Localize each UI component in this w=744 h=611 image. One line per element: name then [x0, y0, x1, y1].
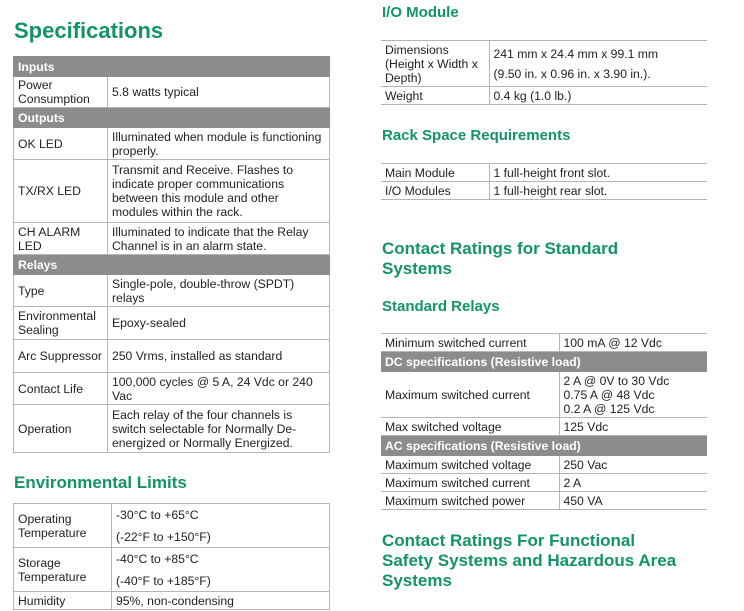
type-label: Type: [14, 275, 108, 307]
storage-temp-celsius: -40°C to +85°C: [116, 551, 199, 566]
dc-max-current-line: 2 A @ 0V to 30 Vdc: [563, 373, 670, 388]
txrx-led-label: TX/RX LED: [14, 160, 108, 223]
main-module-value: 1 full-height front slot.: [489, 164, 707, 182]
ok-led-label: OK LED: [14, 128, 108, 160]
table-row: [381, 334, 707, 352]
ac-max-current-value: 2 A: [559, 474, 707, 492]
ch-alarm-led-value: Illuminated to indicate that the Relay Channel is in an alarm state.: [108, 223, 330, 255]
rack-space-title: Rack Space Requirements: [382, 127, 571, 144]
min-switched-current-value: 100 mA @ 12 Vdc: [559, 334, 707, 352]
section-header-row: [381, 436, 707, 456]
ac-specifications-header: AC specifications (Resistive load): [381, 436, 707, 456]
operating-temp-value: [112, 504, 330, 548]
main-module-label: Main Module: [381, 164, 489, 182]
txrx-led-value: Transmit and Receive. Flashes to indicate proper communications between this module and other modules within the rack.: [108, 160, 330, 223]
storage-temp-label: Storage Temperature: [14, 548, 112, 592]
operating-temp-label: Operating Temperature: [14, 504, 112, 548]
table-row: [14, 548, 330, 592]
dimensions-value: [489, 41, 707, 87]
dc-max-current-line: 0.75 A @ 48 Vdc: [563, 387, 655, 402]
contact-ratings-standard-title: Contact Ratings for Standard Systems: [382, 239, 619, 278]
table-row: [381, 41, 707, 87]
ac-max-power-value: 450 VA: [559, 492, 707, 510]
ac-max-voltage-value: 250 Vac: [559, 456, 707, 474]
dc-max-voltage-value: 125 Vdc: [559, 418, 707, 436]
table-row: [381, 492, 707, 510]
type-value: Single-pole, double-throw (SPDT) relays: [108, 275, 330, 307]
table-row: [14, 77, 330, 108]
ch-alarm-led-label: CH ALARM LED: [14, 223, 108, 255]
outputs-header: Outputs: [14, 108, 330, 128]
table-row: [381, 182, 707, 200]
weight-label: Weight: [381, 87, 489, 105]
env-sealing-label: Environmental Sealing: [14, 307, 108, 340]
section-header-row: [14, 108, 330, 128]
dc-max-voltage-label: Max switched voltage: [381, 418, 559, 436]
dimensions-label: Dimensions (Height x Width x Depth): [381, 41, 489, 87]
humidity-value: 95%, non-condensing: [112, 592, 330, 610]
section-header-row: [14, 57, 330, 77]
operating-temp-fahrenheit: (-22°F to +150°F): [116, 529, 211, 544]
operation-value: Each relay of the four channels is switch selectable for Normally De-energized or Normally Energized.: [108, 405, 330, 453]
operation-label: Operation: [14, 405, 108, 453]
environmental-limits-table: [13, 503, 330, 610]
table-row: [381, 418, 707, 436]
arc-suppressor-label: Arc Suppressor: [14, 340, 108, 373]
table-row: [381, 87, 707, 105]
table-row: [14, 275, 330, 307]
weight-value: 0.4 kg (1.0 lb.): [489, 87, 707, 105]
power-label: Power Consumption: [14, 77, 108, 108]
environmental-limits-title: Environmental Limits: [14, 473, 187, 492]
dc-max-current-label: Maximum switched current: [381, 372, 559, 418]
table-row: [14, 592, 330, 610]
ok-led-value: Illuminated when module is functioning properly.: [108, 128, 330, 160]
table-row: [381, 474, 707, 492]
table-row: [14, 160, 330, 223]
storage-temp-fahrenheit: (-40°F to +185°F): [116, 573, 211, 588]
dc-max-current-line: 0.2 A @ 125 Vdc: [563, 401, 655, 416]
contact-life-value: 100,000 cycles @ 5 A, 24 Vdc or 240 Vac: [108, 373, 330, 405]
ac-max-power-label: Maximum switched power: [381, 492, 559, 510]
env-sealing-value: Epoxy-sealed: [108, 307, 330, 340]
table-row: [381, 164, 707, 182]
page-title: Specifications: [14, 18, 164, 43]
contact-life-label: Contact Life: [14, 373, 108, 405]
arc-suppressor-value: 250 Vrms, installed as standard: [108, 340, 330, 373]
min-switched-current-label: Minimum switched current: [381, 334, 559, 352]
standard-relays-title: Standard Relays: [382, 298, 500, 315]
table-row: [14, 405, 330, 453]
humidity-label: Humidity: [14, 592, 112, 610]
relays-header: Relays: [14, 255, 330, 275]
dimensions-mm: 241 mm x 24.4 mm x 99.1 mm: [493, 46, 659, 61]
table-row: [381, 372, 707, 418]
section-header-row: [381, 352, 707, 372]
io-module-title: I/O Module: [382, 4, 459, 21]
dimensions-inches: (9.50 in. x 0.96 in. x 3.90 in.).: [493, 66, 651, 81]
io-modules-label: I/O Modules: [381, 182, 489, 200]
ac-max-current-label: Maximum switched current: [381, 474, 559, 492]
operating-temp-celsius: -30°C to +65°C: [116, 507, 199, 522]
power-value: 5.8 watts typical: [108, 77, 330, 108]
table-row: [14, 307, 330, 340]
table-row: [14, 340, 330, 373]
table-row: [14, 504, 330, 548]
io-modules-value: 1 full-height rear slot.: [489, 182, 707, 200]
storage-temp-value: [112, 548, 330, 592]
io-module-table: [381, 40, 707, 105]
contact-ratings-functional-title: Contact Ratings For Functional Safety Systems and Hazardous Area Systems: [382, 531, 677, 590]
ac-max-voltage-label: Maximum switched voltage: [381, 456, 559, 474]
table-row: [14, 223, 330, 255]
specifications-table: [13, 56, 330, 453]
section-header-row: [14, 255, 330, 275]
inputs-header: Inputs: [14, 57, 330, 77]
dc-max-current-value: [559, 372, 707, 418]
table-row: [381, 456, 707, 474]
table-row: [14, 373, 330, 405]
dc-specifications-header: DC specifications (Resistive load): [381, 352, 707, 372]
table-row: [14, 128, 330, 160]
contact-ratings-table: [381, 333, 707, 510]
rack-space-table: [381, 163, 707, 200]
